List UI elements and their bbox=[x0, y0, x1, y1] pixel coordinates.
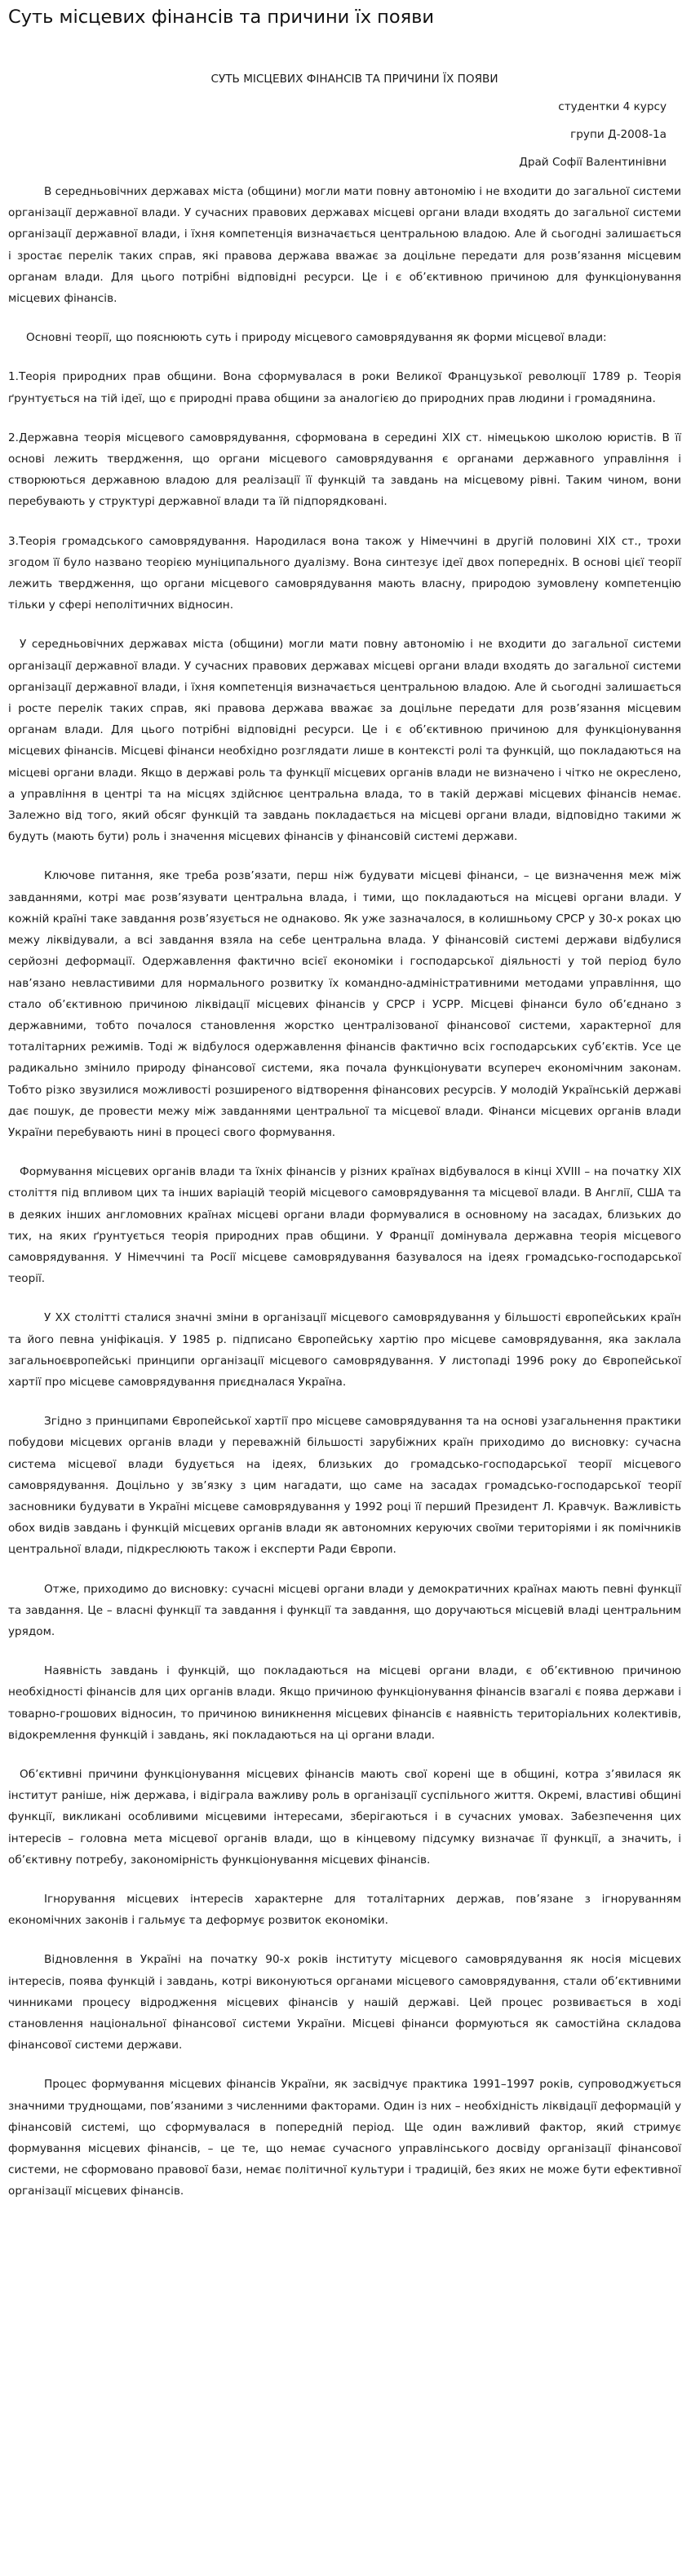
author-name: Драй Софії Валентинівни bbox=[519, 156, 667, 169]
paragraph: У середньовічних державах міста (общини) могли мати повну автономію і не входити до загальної системи організації державної влади. У сучасних правових державах місцеві органи влади входять до загальної системи організації державної влади, і їхня компетенція визначається центральною владою. Але й сьогодні залишається і росте перелік таких справ, які правова держава вважає за доцільне передати для розв’язання місцевим органам влади. Для цього потрібні відповідні ресурси. Це і є об’єктивною причиною для функціонування місцевих фінансів. Місцеві фінанси необхідно розглядати лише в контексті ролі та функцій, що покладаються на місцеві органи влади. Якщо в державі роль та функції місцевих органів влади не визначено і чітко не окреслено, а управління в центрі та на місцях здійснює центральна влада, то в такій державі місцевих фінансів немає. Залежно від того, який обсяг функцій та завдань покладається на місцеві органи влади, відповідно такими ж будуть (мають бути) роль і значення місцевих фінансів у фінансовій системі держави. bbox=[8, 638, 681, 844]
paragraph: Згідно з принципами Європейської хартії про місцеве самоврядування та на основі узагальнення практики побудови місцевих органів влади у переважній більшості зарубіжних країн приходимо до висновку: сучасна система місцевої влади будується на ідеях, близьких до громадсько-господарської теорії місцевого самоврядування. Доцільно у зв’язку з цим нагадати, що саме на засадах громадсько-господарської теорії засновники будувати в Україні місцеве самоврядування у 1992 році її перший Президент Л. Кравчук. Важливість обох видів завдань і функцій місцевих органів влади як автономних керуючих своїми територіями і як помічників центральної влади, підкреслюють також і експерти Ради Європи. bbox=[8, 1415, 681, 1557]
document-heading: СУТЬ МІСЦЕВИХ ФІНАНСІВ ТА ПРИЧИНИ ЇХ ПОЯВИ bbox=[210, 73, 498, 86]
paragraph: Наявність завдань і функцій, що покладаються на місцеві органи влади, є об’єктивною причиною необхідності фінансів для цих органів влади. Якщо причиною функціонування фінансів взагалі є поява держави і товарно-грошових відносин, то причиною виникнення місцевих фінансів є наявність територіальних колективів, відокремлення функцій і завдань, які покладаються на ці органи влади. bbox=[8, 1664, 681, 1742]
page-title: Суть місцевих фінансів та причини їх появи bbox=[8, 7, 435, 28]
paragraph: 3.Теорія громадського самоврядування. Народилася вона також у Німеччині в другій половині XIX ст., трохи згодом її було названо теорією муніципального дуалізму. Вона синтезує ідеї двох попередніх. В основі цієї теорії лежить твердження, що органи місцевого самоврядування мають власну, природою зумовлену компетенцію тільки у сфері неполітичних відносин. bbox=[8, 534, 681, 612]
paragraph: Процес формування місцевих фінансів України, як засвідчує практика 1991–1997 років, супроводжується значними труднощами, пов’язаними з численними факторами. Один із них – необхідність ліквідації деформацій у фінансовій системі, що сформувалася в попередній період. Ще один важливий фактор, який стримує формування місцевих фінансів, – це те, що немає сучасного управлінського досвіду організації фінансової системи, не сформовано правової бази, немає політичної культури і традицій, без яких не може бути ефективної організації місцевих фінансів. bbox=[8, 2078, 681, 2198]
paragraph: Об’єктивні причини функціонування місцевих фінансів мають свої корені ще в общині, котра з’явилася як інститут раніше, ніж держава, і відіграла важливу роль в організації суспільного життя. Окремі, властиві общині функції, викликані особливими місцевими інтересами, зберігаються і в сучасних умовах. Забезпечення цих інтересів – головна мета місцевої органів влади, що в кінцевому підсумку визначає її функції, а значить, і об’єктивну потребу, закономірність функціонування місцевих фінансів. bbox=[8, 1768, 681, 1867]
author-course: студентки 4 курсу bbox=[558, 100, 667, 113]
author-group: групи Д-2008-1а bbox=[570, 128, 667, 141]
paragraph: Відновлення в Україні на початку 90-х років інституту місцевого самоврядування як носія місцевих інтересів, поява функцій і завдань, котрі виконуються органами місцевого самоврядування, стали об’єктивними чинниками процесу відродження місцевих фінансів у нашій державі. Цей процес розвивається в ході становлення національної фінансової системи України. Місцеві фінанси формуються як самостійна складова фінансової системи держави. bbox=[8, 1953, 681, 2052]
paragraph: Формування місцевих органів влади та їхніх фінансів у різних країнах відбувалося в кінці XVIII – на початку XIX століття під впливом цих та інших варіацій теорій місцевого самоврядування та місцевої влади. В Англії, США та в деяких інших англомовних країнах місцеві органи влади формувалися в основному на засадах, близьких до тих, на яких ґрунтується теорія природних прав общини. У Франції домінувала державна теорія місцевого самоврядування. У Німеччині та Росії місцеве самоврядування базувалося на ідеях громадсько-господарської теорії. bbox=[8, 1165, 681, 1286]
paragraph: У ХХ столітті сталися значні зміни в організації місцевого самоврядування у більшості європейських країн та його певна уніфікація. У 1985 р. підписано Європейську хартію про місцеве самоврядування, яка заклала загальноєвропейські принципи організації місцевого самоврядування. У листопаді 1996 року до Європейської хартії про місцеве самоврядування приєдналася Україна. bbox=[8, 1311, 681, 1389]
paragraph: Основні теорії, що пояснюють суть і природу місцевого самоврядування як форми місцевої влади: bbox=[26, 331, 607, 345]
paragraph: Ігнорування місцевих інтересів характерне для тоталітарних держав, пов’язане з ігноруванням економічних законів і гальмує та деформує розвиток економіки. bbox=[8, 1893, 681, 1928]
paragraph: 1.Теорія природних прав общини. Вона сформувалася в роки Великої Французької революції 1789 р. Теорія ґрунтується на тій ідеї, що є природні права общини за аналогією до природних прав людини і громадянина. bbox=[8, 370, 681, 405]
paragraph: Ключове питання, яке треба розв’язати, перш ніж будувати місцеві фінанси, – це визначення меж між завданнями, котрі має розв’язувати центральна влада, і тими, що покладаються на місцеві органи влади. У кожній країні таке завдання розв’язується не однаково. Як уже зазначалося, в колишньому СРСР у 30-х роках цю межу ліквідували, а всі завдання взяла на себе центральна влада. У фінансовій системі держави відбулися серйозні деформації. Одержавлення фактично всієї економіки і господарської діяльності у той період було нав’язано невластивими для нормального розвитку їх командно-адміністративними методами управління, що стало об’єктивною причиною ліквідації місцевих фінансів у СРСР і УСРР. Місцеві фінанси було об’єднано з державними, тобто почалося становлення жорстко централізованої фінансової системи, характерної для тоталітарних режимів. Тоді ж відбулося одержавлення фінансів фактично всіх господарських суб’єктів. Усе це радикально змінило природу фінансової системи, яка почала функціонувати всупереч економічним законам. Тобто різко звузилися можливості розширеного відтворення фінансових ресурсів. У молодій Українській державі дає пошук, де провести межу між завданнями центральної та місцевої влади. Фінанси місцевих органів влади України перебувають нині в процесі свого формування. bbox=[8, 869, 681, 1139]
paragraph: 2.Державна теорія місцевого самоврядування, сформована в середині XIX ст. німецькою школою юристів. В її основі лежить твердження, що органи місцевого самоврядування є органами державного управління і створюються державною владою для реалізації її функцій та завдань на місцевому рівні. Таким чином, вони перебувають у структурі державної влади та їй підпорядковані. bbox=[8, 431, 681, 509]
paragraph: Отже, приходимо до висновку: сучасні місцеві органи влади у демократичних країнах мають певні функції та завдання. Це – власні функції та завдання і функції та завдання, що доручаються місцевій владі центральним урядом. bbox=[8, 1582, 681, 1638]
paragraph: В середньовічних державах міста (общини) могли мати повну автономію і не входити до загальної системи організації державної влади. У сучасних правових державах місцеві органи влади входять до загальної системи організації державної влади, і їхня компетенція визначається центральною владою. Але й сьогодні залишається і зростає перелік таких справ, які правова держава вважає за доцільне передати для розв’язання місцевим органам влади. Для цього потрібні відповідні ресурси. Це і є об’єктивною причиною для функціонування місцевих фінансів. bbox=[8, 185, 681, 306]
